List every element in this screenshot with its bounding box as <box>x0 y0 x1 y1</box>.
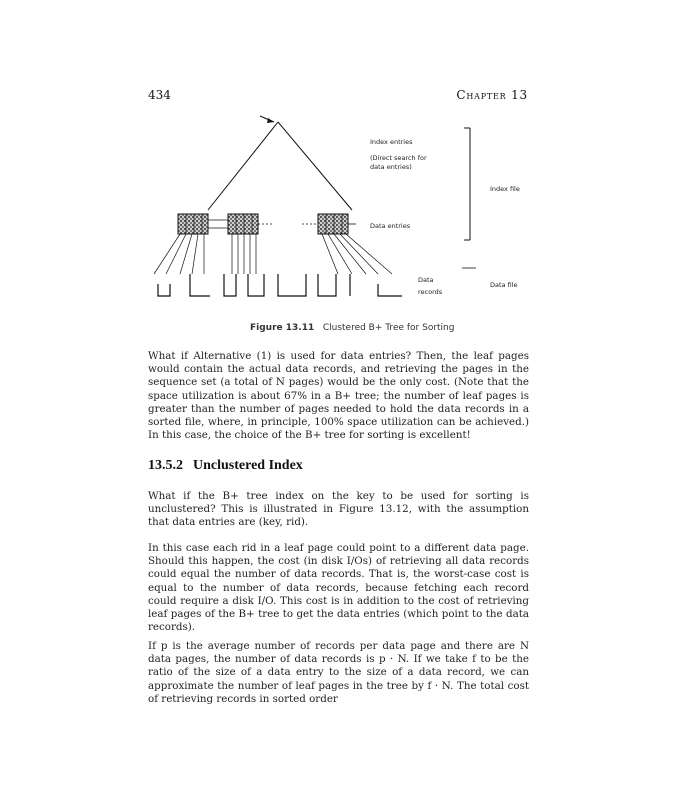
figure-caption <box>250 323 454 333</box>
section-heading <box>148 458 303 474</box>
paragraph-alternative-1: What if Alternative (1) is used for data entries? Then, the leaf pages would contain the actual data records, and retrieving the pages in the sequence set (a total of N pages) would be the only cost. (Note that the space utilization is about 67% in a B+ tree; the number of leaf pages is greater than the number of pages needed to hold the data records in a sorted file, where, in principle, 100% space utilization can be achieved.) In this case, the choice of the B+ tree for sorting is excellent! <box>148 350 529 442</box>
paragraph-cost-estimate: If p is the average number of records per data page and there are N data pages, the number of data records is p · N. If we take f to be the ratio of the size of a data entry to the size of a data record, we can approximate the number of leaf pages in the tree by f · N. The total cost of retrieving records in sorted order <box>148 640 529 705</box>
leaf-page-3 <box>318 214 348 234</box>
leaf-to-record-pointers <box>154 234 392 274</box>
paragraph-unclustered: What if the B+ tree index on the key to be used for sorting is unclustered? This is illustrated in Figure 13.12, with the assumption that data entries are (key, rid). <box>148 490 529 529</box>
caption-number: Figure 13.11 <box>250 323 315 333</box>
paragraph-worst-case: In this case each rid in a leaf page could point to a different data page. Should this happen, the cost (in disk I/Os) of retrieving all data records could equal the number of data records. That is, the worst-case cost is equal to the number of data records, because fetching each record could require a disk I/O. This cost is in addition to the cost of retrieving leaf pages of the B+ tree to get the data entries (which point to the data records). <box>148 542 529 634</box>
label-direct-search: (Direct search for <box>370 154 427 162</box>
clustered-btree-figure <box>140 108 540 313</box>
leaf-page-1 <box>178 214 208 234</box>
label-data-records: Data <box>418 276 434 284</box>
btree-diagram <box>140 108 540 313</box>
index-triangle-right <box>278 122 352 210</box>
label-direct-search-2: data entries) <box>370 163 412 171</box>
section-title-text: Unclustered Index <box>193 458 303 473</box>
index-root-arrowhead <box>267 118 274 123</box>
label-index-entries: Index entries <box>370 138 413 146</box>
caption-text: Clustered B+ Tree for Sorting <box>322 323 455 333</box>
label-data-records-2: records <box>418 288 443 296</box>
chapter-heading: Chapter 13 <box>456 88 528 102</box>
leaf-page-2 <box>228 214 258 234</box>
page-number: 434 <box>148 88 171 102</box>
label-data-entries: Data entries <box>370 222 411 230</box>
index-triangle-left <box>208 122 278 210</box>
label-index-file: Index file <box>490 185 520 193</box>
label-data-file: Data file <box>490 281 518 289</box>
data-record-pages <box>158 274 402 296</box>
section-number: 13.5.2 <box>148 458 183 473</box>
